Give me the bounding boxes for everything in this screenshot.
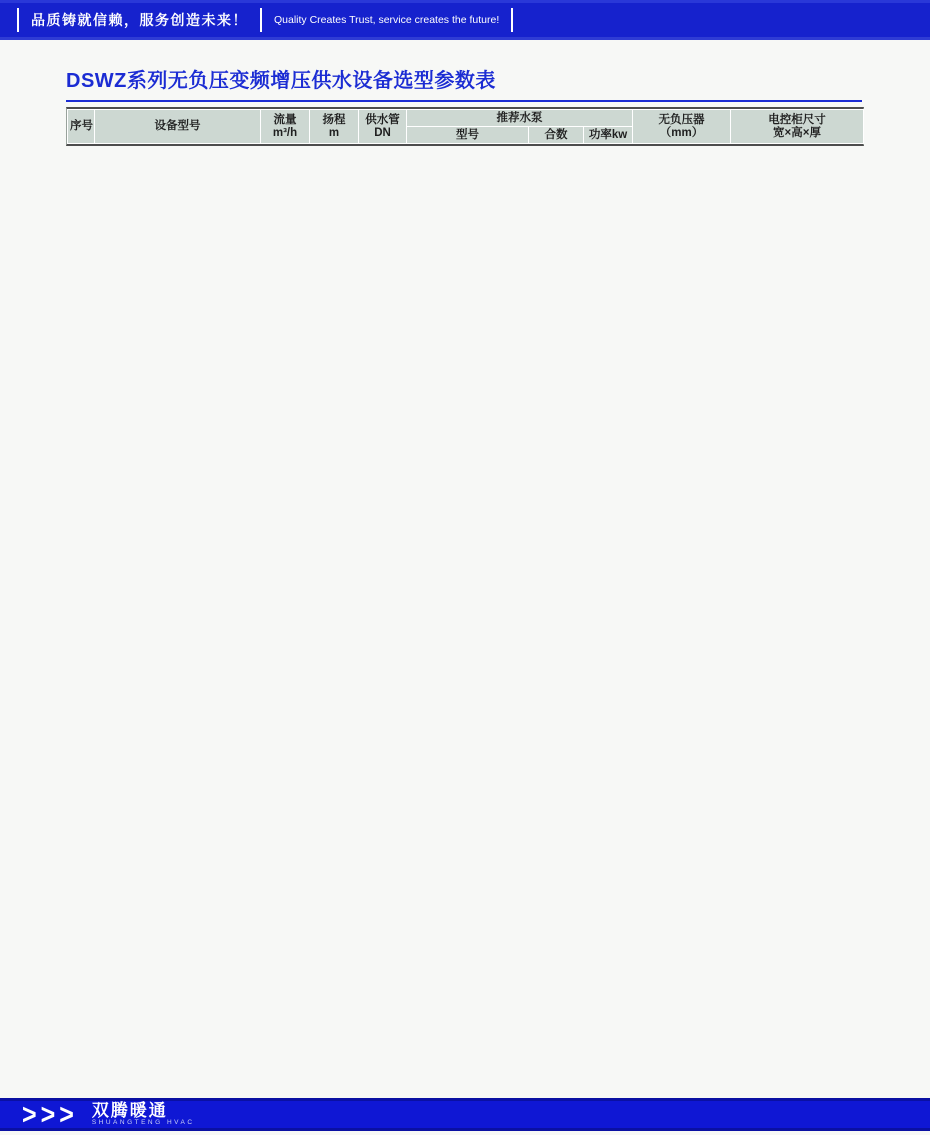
page-title: DSWZ系列无负压变频增压供水设备选型参数表	[66, 70, 496, 92]
col-header-head-unit: m	[328, 126, 340, 139]
top-banner	[0, 0, 930, 40]
spec-table-head	[68, 110, 864, 144]
col-header-device	[633, 110, 731, 144]
col-header-head	[310, 110, 359, 144]
col-header-device-unit: （mm）	[659, 126, 704, 139]
brand-name-cn: 双腾暖通	[91, 1100, 168, 1120]
title-underline	[66, 100, 862, 102]
col-header-flow-label: 流量	[273, 113, 297, 126]
banner-divider-left	[17, 8, 19, 32]
header-row-1	[68, 110, 864, 127]
col-header-cabinet-label: 电控柜尺寸	[768, 113, 826, 126]
col-header-head-label: 扬程	[322, 113, 346, 126]
banner-slogan-cn: 品质铸就信赖，服务创造未来！	[31, 12, 248, 28]
col-header-pipe-label: 供水管	[365, 113, 400, 126]
col-header-cabinet	[731, 110, 864, 144]
col-header-pump-group: 推荐水泵	[407, 110, 633, 127]
banner-slogan-en: Quality Creates Trust, service creates the future!	[274, 14, 500, 26]
col-header-pump-units: 合数	[529, 127, 584, 144]
spec-table	[67, 109, 864, 144]
col-header-pipe-unit: DN	[374, 126, 391, 139]
col-header-pipe	[359, 110, 407, 144]
col-header-pump-power: 功率kw	[584, 127, 633, 144]
col-header-flow	[261, 110, 310, 144]
footer-brand	[91, 1100, 195, 1127]
banner-divider-middle	[260, 8, 262, 32]
footer-arrows-icon: >>>	[22, 1098, 78, 1131]
col-header-pump-model: 型号	[407, 127, 529, 144]
col-header-device-label: 无负压器	[658, 113, 705, 126]
brand-name-en: SHUANGTENG HVAC	[91, 1118, 195, 1126]
col-header-flow-unit: m³/h	[272, 126, 298, 139]
footer-bar	[0, 1098, 930, 1131]
spec-table-container	[66, 107, 864, 146]
col-header-serial: 序号	[68, 110, 95, 144]
col-header-model: 设备型号	[95, 110, 261, 144]
col-header-cabinet-unit: 宽×高×厚	[773, 126, 821, 139]
banner-divider-right	[511, 8, 513, 32]
